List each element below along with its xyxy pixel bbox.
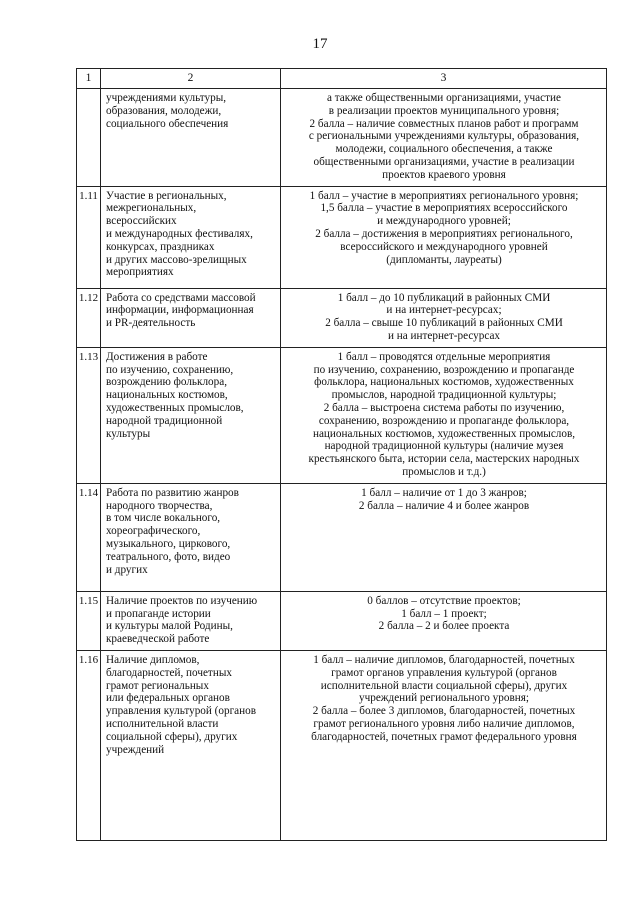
- indicator-name-line: благодарностей, почетных: [106, 666, 232, 679]
- scoring-criteria-line: 1 балл – наличие от 1 до 3 жанров;: [361, 486, 527, 499]
- scoring-criteria-line: 1 балл – проводятся отдельные мероприятия: [337, 350, 551, 363]
- scoring-criteria-line: в реализации проектов муниципального уровня;: [328, 104, 560, 117]
- indicator-name-line: информации, информационная: [106, 304, 254, 317]
- scoring-criteria-line: народной традиционной культуры (наличие музея: [324, 440, 564, 453]
- indicator-name-line: грамот региональных: [106, 679, 209, 692]
- scoring-criteria-line: и на интернет-ресурсах: [387, 329, 501, 342]
- indicator-name-line: и других: [106, 563, 148, 576]
- indicator-name-line: управления культурой (органов: [106, 705, 257, 718]
- indicator-name-line: конкурсах, праздниках: [106, 240, 215, 253]
- indicator-name-line: художественных промыслов,: [106, 401, 244, 414]
- scoring-criteria-line: 1,5 балла – участие в мероприятиях всероссийского: [320, 202, 568, 215]
- scoring-criteria-line: 0 баллов – отсутствие проектов;: [367, 594, 521, 607]
- table-row: [77, 483, 607, 591]
- scoring-criteria-line: национальных костюмов, художественных промыслов,: [312, 427, 576, 440]
- table-row: [77, 591, 607, 650]
- indicator-name: [101, 483, 281, 591]
- scoring-criteria-line: 2 балла – наличие 4 и более жанров: [358, 499, 530, 512]
- table-row: [77, 89, 607, 187]
- indicator-name-line: и PR-деятельность: [106, 317, 196, 330]
- scoring-criteria-line: грамот органов управления культурой (органов: [331, 666, 557, 679]
- indicator-name: [101, 650, 281, 840]
- row-number: 1.15: [77, 591, 101, 650]
- scoring-criteria-line: 2 балла – свыше 10 публикаций в районных СМИ: [325, 317, 563, 330]
- table-row: [77, 186, 607, 288]
- scoring-criteria-line: 1 балл – до 10 публикаций в районных СМИ: [337, 291, 551, 304]
- indicator-name-line: и пропаганде истории: [106, 607, 211, 620]
- scoring-criteria-line: 2 балла – более 3 дипломов, благодарностей, почетных: [312, 705, 576, 718]
- scoring-criteria-line: и на интернет-ресурсах;: [386, 304, 502, 317]
- indicator-name-line: народного творчества,: [106, 499, 213, 512]
- indicator-name-line: театрального, фото, видео: [106, 550, 231, 563]
- indicator-name: [101, 347, 281, 483]
- indicator-name-line: национальных костюмов,: [106, 389, 228, 402]
- scoring-criteria-line: фольклора, национальных костюмов, художественных: [314, 376, 574, 389]
- indicator-name-line: возрождению фольклора,: [106, 376, 227, 389]
- indicator-name-line: Наличие проектов по изучению: [106, 594, 258, 607]
- scoring-criteria-line: промыслов, народной традиционной культуры;: [331, 389, 557, 402]
- scoring-criteria-line: сохранению, возрождению и пропаганде фольклора,: [318, 414, 570, 427]
- table-header-row: [77, 69, 607, 89]
- indicator-name: [101, 186, 281, 288]
- indicator-name-line: краеведческой работе: [106, 633, 210, 646]
- indicator-name-line: учреждений: [106, 743, 165, 756]
- indicator-name-line: социального обеспечения: [106, 117, 229, 130]
- scoring-criteria-line: и международного уровней;: [377, 215, 511, 228]
- table-row: [77, 650, 607, 840]
- scoring-criteria-line: по изучению, сохранению, возрождению и пропаганде: [313, 363, 575, 376]
- indicator-name: [101, 89, 281, 187]
- scoring-criteria: [281, 347, 607, 483]
- scoring-criteria-line: промыслов и т.д.): [402, 465, 486, 478]
- indicator-name-line: образования, молодежи,: [106, 104, 222, 117]
- indicator-name-line: Достижения в работе: [106, 350, 208, 363]
- row-number: [77, 89, 101, 187]
- scoring-criteria-line: крестьянского быта, истории села, мастерских народных: [308, 453, 580, 466]
- scoring-criteria-line: 2 балла – выстроена система работы по изучению,: [323, 401, 565, 414]
- scoring-criteria-line: 2 балла – 2 и более проекта: [378, 620, 510, 633]
- indicator-name-line: мероприятиях: [106, 266, 174, 279]
- row-number: 1.16: [77, 650, 101, 840]
- indicator-name-line: Наличие дипломов,: [106, 653, 200, 666]
- page-number: 17: [312, 36, 328, 52]
- scoring-criteria-line: с региональными учреждениями культуры, образования,: [308, 130, 580, 143]
- scoring-criteria-line: исполнительной власти социальной сферы), других: [320, 679, 568, 692]
- scoring-criteria: [281, 89, 607, 187]
- header-cell-1: 1: [77, 69, 101, 89]
- indicator-name-line: Работа со средствами массовой: [106, 291, 256, 304]
- scoring-criteria-line: (дипломанты, лауреаты): [386, 253, 502, 266]
- indicator-name-line: и международных фестивалях,: [106, 227, 253, 240]
- scoring-criteria-line: 1 балл – 1 проект;: [401, 607, 487, 620]
- criteria-table: [76, 68, 607, 841]
- indicator-name-line: или федеральных органов: [106, 692, 230, 705]
- indicator-name-line: и других массово-зрелищных: [106, 253, 247, 266]
- scoring-criteria-line: 2 балла – наличие совместных планов работ и программ: [309, 117, 579, 130]
- indicator-name-line: Участие в региональных,: [106, 189, 227, 202]
- scoring-criteria-line: 2 балла – достижения в мероприятиях регионального,: [315, 227, 573, 240]
- row-number: 1.11: [77, 186, 101, 288]
- scoring-criteria-line: благодарностей, почетных грамот федерального уровня: [311, 730, 577, 743]
- scoring-criteria-line: молодежи, социального обеспечения, а также: [335, 143, 553, 156]
- indicator-name-line: исполнительной власти: [106, 717, 219, 730]
- header-cell-3: 3: [281, 69, 607, 89]
- scoring-criteria-line: 1 балл – наличие дипломов, благодарностей, почетных: [313, 653, 575, 666]
- indicator-name-line: культуры: [106, 427, 151, 440]
- scoring-criteria-line: 1 балл – участие в мероприятиях регионального уровня;: [309, 189, 579, 202]
- indicator-name-line: в том числе вокального,: [106, 512, 221, 525]
- scoring-criteria-line: проектов краевого уровня: [382, 168, 506, 181]
- table-row: [77, 347, 607, 483]
- scoring-criteria: [281, 483, 607, 591]
- indicator-name-line: народной традиционной: [106, 414, 223, 427]
- table-row: [77, 288, 607, 347]
- scoring-criteria: [281, 186, 607, 288]
- indicator-name: [101, 591, 281, 650]
- scoring-criteria-line: учреждений регионального уровня;: [359, 692, 529, 705]
- row-number: 1.13: [77, 347, 101, 483]
- row-number: 1.12: [77, 288, 101, 347]
- scoring-criteria: [281, 591, 607, 650]
- indicator-name-line: учреждениями культуры,: [106, 92, 227, 104]
- scoring-criteria-line: грамот регионального уровня либо наличие дипломов,: [313, 717, 575, 730]
- indicator-name-line: хореографического,: [106, 525, 201, 538]
- indicator-name-line: музыкального, циркового,: [106, 537, 231, 550]
- indicator-name: [101, 288, 281, 347]
- scoring-criteria-line: всероссийского и международного уровней: [340, 240, 548, 253]
- header-cell-2: 2: [101, 69, 281, 89]
- scoring-criteria: [281, 650, 607, 840]
- scoring-criteria: [281, 288, 607, 347]
- row-number: 1.14: [77, 483, 101, 591]
- indicator-name-line: межрегиональных,: [106, 202, 197, 215]
- indicator-name-line: и культуры малой Родины,: [106, 620, 233, 633]
- indicator-name-line: социальной сферы), других: [106, 730, 238, 743]
- indicator-name-line: всероссийских: [106, 215, 177, 228]
- indicator-name-line: по изучению, сохранению,: [106, 363, 234, 376]
- indicator-name-line: Работа по развитию жанров: [106, 486, 239, 499]
- scoring-criteria-line: общественными организациями, участие в реализации: [313, 155, 575, 168]
- scoring-criteria-line: а также общественными организациями, участие: [327, 92, 561, 104]
